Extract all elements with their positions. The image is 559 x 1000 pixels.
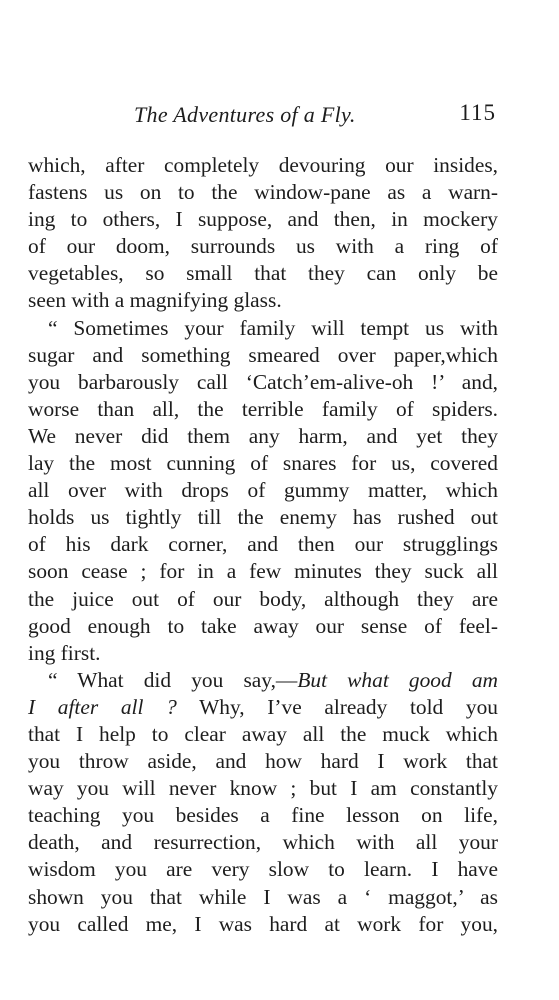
text-line: holds us tightly till the enemy has rushed out bbox=[28, 505, 498, 530]
text-line: all over with drops of gummy matter, which bbox=[28, 478, 498, 503]
text-line: death, and resurrection, which with all your bbox=[28, 830, 498, 855]
text-line: you barbarously call ‘Catch’em-alive-oh !’ and, bbox=[28, 369, 498, 394]
text-line: that I help to clear away all the muck which bbox=[28, 721, 498, 746]
body-text bbox=[28, 152, 498, 938]
text-line: seen with a magnifying glass. bbox=[28, 288, 282, 313]
text-line: fastens us on to the window-pane as a warn- bbox=[28, 180, 498, 205]
running-title: The Adventures of a Fly. bbox=[134, 102, 356, 127]
text-line: vegetables, so small that they can only be bbox=[28, 261, 498, 286]
text-line: of our doom, surrounds us with a ring of bbox=[28, 234, 498, 259]
text-line: way you will never know ; but I am constantly bbox=[28, 776, 498, 801]
text-line: shown you that while I was a ‘ maggot,’ as bbox=[28, 884, 498, 909]
text-line: you called me, I was hard at work for you, bbox=[28, 911, 498, 936]
text-line: of his dark corner, and then our strugglings bbox=[28, 532, 498, 557]
text-line bbox=[28, 694, 498, 721]
text-line: which, after completely devouring our insides, bbox=[28, 153, 498, 177]
text-span: “ What did you say,— bbox=[48, 667, 298, 692]
text-line: the juice out of our body, although they are bbox=[28, 586, 498, 611]
text-line: lay the most cunning of snares for us, covered bbox=[28, 451, 498, 476]
text-line: teaching you besides a fine lesson on life, bbox=[28, 803, 498, 828]
text-line: ing to others, I suppose, and then, in mockery bbox=[28, 207, 498, 232]
text-line: sugar and something smeared over paper,which bbox=[28, 342, 498, 367]
text-line: you throw aside, and how hard I work that bbox=[28, 749, 498, 774]
text-line: good enough to take away our sense of feel- bbox=[28, 613, 498, 638]
page-header bbox=[28, 98, 496, 132]
text-line: We never did them any harm, and yet they bbox=[28, 423, 498, 448]
text-line: “ Sometimes your family will tempt us with bbox=[48, 315, 498, 340]
text-span: Why, I’ve already told you bbox=[176, 694, 498, 719]
italic-span: I after all ? bbox=[28, 694, 177, 719]
text-line bbox=[28, 667, 498, 694]
page-number: 115 bbox=[459, 100, 496, 125]
italic-span: But what good am bbox=[297, 667, 498, 692]
text-line: ing first. bbox=[28, 640, 101, 665]
text-line: wisdom you are very slow to learn. I have bbox=[28, 857, 498, 882]
text-line: worse than all, the terrible family of spiders. bbox=[28, 396, 498, 421]
text-line: soon cease ; for in a few minutes they suck all bbox=[28, 559, 498, 584]
